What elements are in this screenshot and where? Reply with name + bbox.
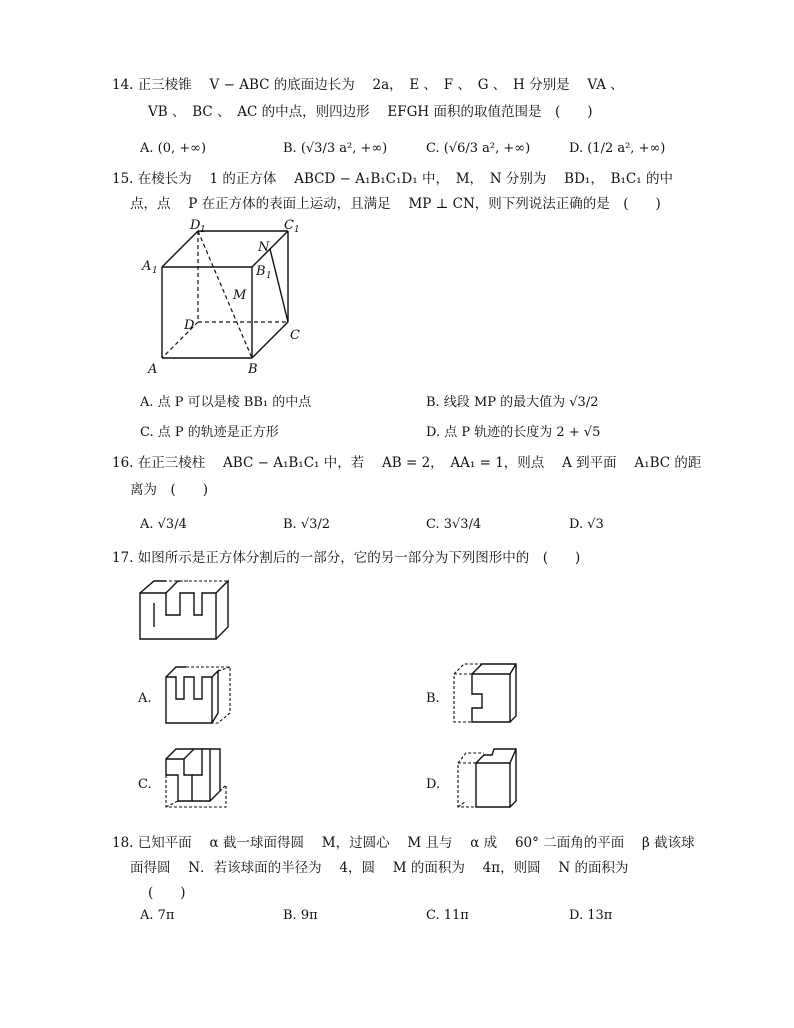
- q15-option-a: A. 点 P 可以是棱 BB₁ 的中点: [140, 395, 312, 410]
- q16-option-b: B. √3/2: [283, 517, 331, 532]
- q17-option-c-figure: [160, 745, 240, 813]
- q14-option-d: D. (1/2 a², +∞): [569, 141, 666, 156]
- q17-main-figure: [136, 575, 236, 645]
- q14-option-c: C. (√6/3 a², +∞): [426, 141, 531, 156]
- q15-option-b: B. 线段 MP 的最大值为 √3/2: [426, 395, 599, 410]
- label-c: C: [290, 328, 300, 343]
- label-b: B: [248, 362, 258, 377]
- q17-option-b-figure: [448, 660, 528, 728]
- svg-text:1: 1: [152, 266, 158, 276]
- label-d1: D: [190, 218, 201, 233]
- q17-option-d-figure: [448, 745, 528, 813]
- q16-option-d: D. √3: [569, 517, 604, 532]
- label-a: A: [148, 362, 158, 377]
- svg-text:1: 1: [200, 225, 206, 235]
- q16-stem-line2: 离为 ( ): [130, 482, 209, 498]
- q18-stem-line3: ( ): [148, 885, 186, 901]
- q17-option-d: D.: [426, 777, 441, 792]
- q15-option-d: D. 点 P 轨迹的长度为 2 + √5: [426, 425, 601, 440]
- q16-option-a: A. √3/4: [140, 517, 187, 532]
- q17-option-a: A.: [138, 691, 152, 706]
- q18-option-b: B. 9π: [283, 908, 318, 923]
- label-b1: B: [256, 264, 266, 279]
- q17-option-b: B.: [426, 691, 440, 706]
- q18-option-d: D. 13π: [569, 908, 613, 923]
- q17-option-a-figure: [160, 663, 240, 728]
- q17-stem-line1: 17. 如图所示是正方体分割后的一部分，它的另一部分为下列图形中的 ( ): [112, 550, 581, 566]
- q14-stem-line1: 14. 正三棱锥 V − ABC 的底面边长为 2a， E 、 F 、 G 、 H 分别是 VA 、: [112, 77, 624, 93]
- q18-option-c: C. 11π: [426, 908, 469, 923]
- label-d: D: [184, 318, 195, 333]
- q14-stem-line2: VB 、 BC 、 AC 的中点，则四边形 EFGH 面积的取值范围是 ( ): [148, 104, 593, 120]
- q16-stem-line1: 16. 在正三棱柱 ABC − A₁B₁C₁ 中，若 AB = 2， AA₁ = 1，则点 A 到平面 A₁BC 的距: [112, 455, 702, 471]
- q14-option-a: A. (0, +∞): [140, 141, 207, 156]
- label-a1: A: [142, 259, 152, 274]
- cube-figure: [140, 215, 310, 380]
- q15-option-c: C. 点 P 的轨迹是正方形: [140, 425, 279, 440]
- q16-option-c: C. 3√3/4: [426, 517, 482, 532]
- label-m: M: [233, 288, 247, 303]
- label-c1: C: [284, 218, 294, 233]
- label-n: N: [258, 240, 270, 255]
- q18-stem-line2: 面得圆 N．若该球面的半径为 4，圆 M 的面积为 4π，则圆 N 的面积为: [130, 860, 629, 876]
- q18-stem-line1: 18. 已知平面 α 截一球面得圆 M，过圆心 M 且与 α 成 60° 二面角的平面 β 截该球: [112, 835, 695, 851]
- q14-option-b: B. (√3/3 a², +∞): [283, 141, 388, 156]
- q15-stem-line2: 点，点 P 在正方体的表面上运动，且满足 MP ⊥ CN，则下列说法正确的是 ( ): [130, 196, 661, 212]
- q18-option-a: A. 7π: [140, 908, 175, 923]
- q17-option-c: C.: [138, 777, 152, 792]
- svg-text:1: 1: [294, 225, 300, 235]
- svg-text:1: 1: [266, 271, 272, 281]
- q15-stem-line1: 15. 在棱长为 1 的正方体 ABCD − A₁B₁C₁D₁ 中， M， N 分别为 BD₁， B₁C₁ 的中: [112, 171, 673, 187]
